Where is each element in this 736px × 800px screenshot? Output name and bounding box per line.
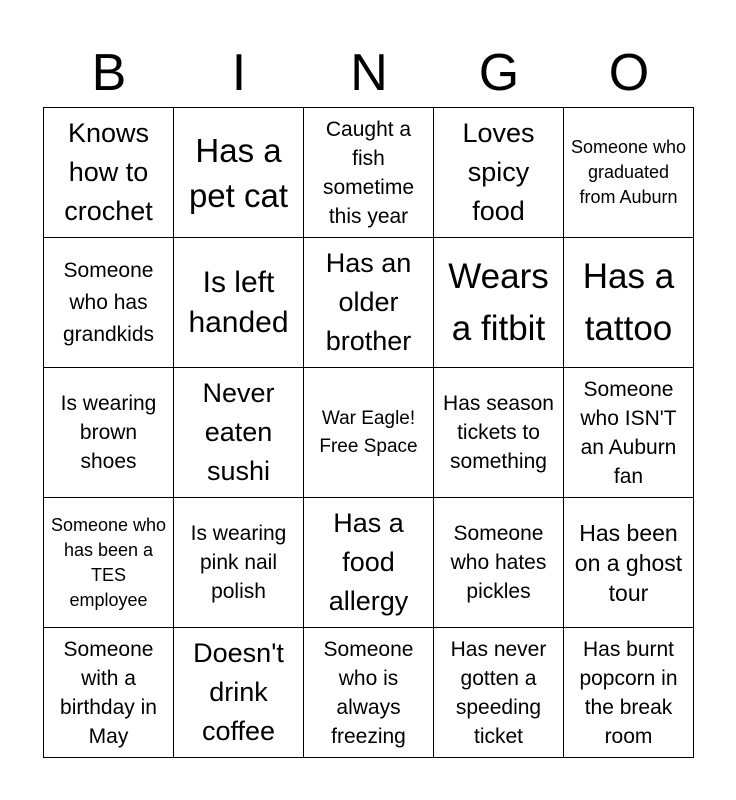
cell-text: Caught a fish sometime this year (322, 117, 415, 228)
bingo-cell[interactable] (174, 628, 304, 758)
header-letter-g: G (478, 44, 520, 102)
bingo-cell[interactable] (304, 238, 434, 368)
cell-text: Loves spicy food (462, 118, 535, 226)
bingo-cell[interactable] (434, 368, 564, 498)
bingo-cell[interactable] (564, 368, 694, 498)
cell-text: Wears a fitbit (448, 256, 549, 348)
bingo-cell[interactable] (304, 628, 434, 758)
cell-text: Is wearing brown shoes (60, 392, 157, 473)
bingo-cell[interactable] (174, 108, 304, 238)
bingo-cell[interactable] (44, 108, 174, 238)
bingo-cell[interactable] (174, 238, 304, 368)
header-letter-o: O (608, 44, 650, 102)
cell-text: Someone who ISN'T an Auburn fan (580, 377, 677, 488)
bingo-cell[interactable] (434, 108, 564, 238)
bingo-cell[interactable] (174, 368, 304, 498)
bingo-cell[interactable] (304, 108, 434, 238)
bingo-cell[interactable] (564, 238, 694, 368)
cell-text: Has burnt popcorn in the break room (579, 637, 678, 748)
header-letter-b: B (91, 44, 127, 102)
cell-text: Someone who has grandkids (62, 258, 155, 346)
cell-text: Has a food allergy (328, 508, 409, 616)
bingo-cell[interactable] (44, 628, 174, 758)
bingo-cell[interactable] (434, 628, 564, 758)
bingo-cell[interactable] (304, 498, 434, 628)
cell-text: Has never gotten a speeding ticket (450, 637, 547, 748)
cell-text: Has an older brother (325, 248, 412, 356)
bingo-cell[interactable] (564, 628, 694, 758)
header-letter-i: I (231, 44, 247, 102)
cell-text: Someone with a birthday in May (60, 637, 157, 748)
bingo-cell[interactable] (44, 498, 174, 628)
bingo-cell[interactable] (44, 238, 174, 368)
cell-text: Doesn't drink coffee (193, 638, 284, 746)
cell-text: Is left handed (188, 265, 289, 339)
cell-text: Someone who is always freezing (323, 637, 414, 748)
cell-text: Someone who graduated from Auburn (570, 137, 687, 207)
bingo-cell[interactable] (564, 498, 694, 628)
cell-text: Someone who hates pickles (450, 522, 547, 603)
cell-text: Has been on a ghost tour (574, 519, 683, 606)
bingo-cell[interactable] (434, 238, 564, 368)
header-letter-n: N (350, 44, 388, 102)
bingo-card-grid (43, 107, 694, 758)
bingo-cell[interactable] (174, 498, 304, 628)
cell-text: Has season tickets to something (443, 392, 554, 473)
cell-text: Has a tattoo (582, 256, 675, 348)
cell-text: Knows how to crochet (64, 118, 153, 226)
free-space-text: War Eagle! Free Space (319, 407, 418, 457)
cell-text: Is wearing pink nail polish (190, 522, 287, 603)
cell-text: Has a pet cat (188, 131, 289, 214)
bingo-cell[interactable] (434, 498, 564, 628)
bingo-cell[interactable] (564, 108, 694, 238)
bingo-cell[interactable] (304, 368, 434, 498)
bingo-header (44, 40, 694, 106)
bingo-cell[interactable] (44, 368, 174, 498)
cell-text: Never eaten sushi (202, 378, 275, 486)
cell-text: Someone who has been a TES employee (50, 514, 167, 610)
